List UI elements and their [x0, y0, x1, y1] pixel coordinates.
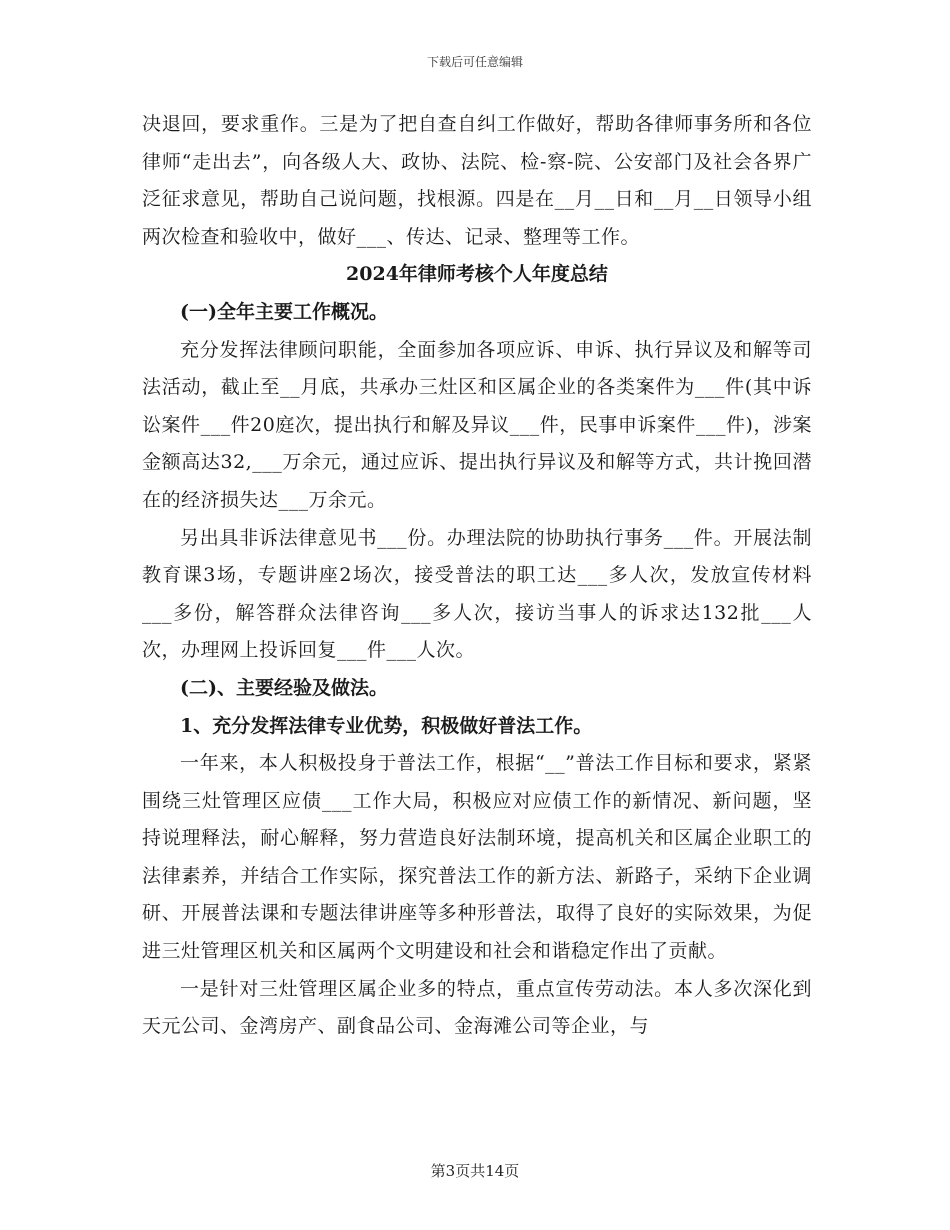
subheading-1: 1、充分发挥法律专业优势，积极做好普法工作。	[180, 714, 593, 737]
section-heading-1: (一)全年主要工作概况。	[180, 300, 388, 323]
page-header: 下载后可任意编辑	[426, 55, 523, 69]
continuation-paragraph: 决退回，要求重作。三是为了把自查自纠工作做好，帮助各律师事务所和各位律师“走出去”，向各级人大、政协、法院、检-察-院、公安部门及社会各界广泛征求意见，帮助自己说问题，找根源。四是在__月__日和__月__日领导小组两次检查和验收中，做好___、传达、记录、整理等工作。	[142, 113, 812, 248]
page-footer: 第3页共14页	[430, 1162, 520, 1180]
document-body	[142, 106, 812, 1046]
document-title: 2024年律师考核个人年度总结	[346, 263, 608, 286]
section2-paragraph-2: 一是针对三灶管理区属企业多的特点，重点宣传劳动法。本人多次深化到天元公司、金湾房产、副食品公司、金海滩公司等企业，与	[142, 977, 812, 1038]
section1-paragraph-2: 另出具非诉法律意见书___份。办理法院的协助执行事务___件。开展法制教育课3场，专题讲座2场次，接受普法的职工达___多人次，发放宣传材料___多份，解答群众法律咨询___多人次，接访当事人的诉求达132批___人次，办理网上投诉回复___件___人次。	[142, 526, 812, 662]
section1-paragraph-1: 充分发挥法律顾问职能，全面参加各项应诉、申诉、执行异议及和解等司法活动，截止至__月底，共承办三灶区和区属企业的各类案件为___件(其中诉讼案件___件20庭次，提出执行和解及异议___件，民事申诉案件___件)，涉案金额高达32,___万余元，通过应诉、提出执行异议及和解等方式，共计挽回潜在的经济损失达___万余元。	[142, 338, 812, 511]
section2-paragraph-1: 一年来，本人积极投身于普法工作，根据“__”普法工作目标和要求，紧紧围绕三灶管理区应债___工作大局，积极应对应债工作的新情况、新问题，坚持说理释法，耐心解释，努力营造良好法制环境，提高机关和区属企业职工的法律素养，并结合工作实际，探究普法工作的新方法、新路子，采纳下企业调研、开展普法课和专题法律讲座等多种形普法，取得了良好的实际效果，为促进三灶管理区机关和区属两个文明建设和社会和谐稳定作出了贡献。	[142, 752, 812, 963]
section-heading-2: (二)、主要经验及做法。	[180, 676, 388, 699]
